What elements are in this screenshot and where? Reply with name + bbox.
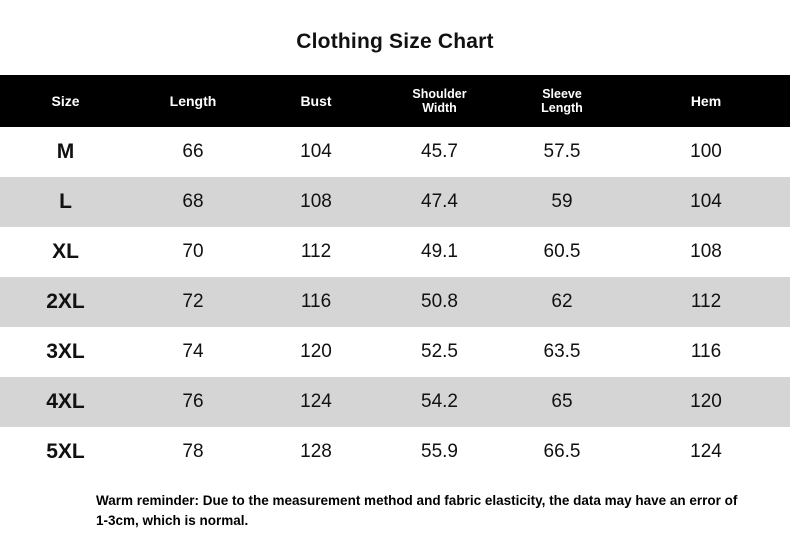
table-row: [0, 227, 790, 277]
cell-length: 74: [131, 327, 255, 377]
cell-sleeve-length: 66.5: [502, 427, 622, 477]
table-row: [0, 327, 790, 377]
table-header: [0, 75, 790, 127]
cell-size: M: [0, 127, 131, 177]
cell-size: 2XL: [0, 277, 131, 327]
table-row: [0, 427, 790, 477]
cell-bust: 108: [255, 177, 377, 227]
cell-length: 72: [131, 277, 255, 327]
cell-hem: 116: [622, 327, 790, 377]
cell-shoulder-width: 45.7: [377, 127, 502, 177]
column-header-sleeve-length-line2: Length: [541, 101, 583, 115]
cell-shoulder-width: 47.4: [377, 177, 502, 227]
cell-shoulder-width: 52.5: [377, 327, 502, 377]
cell-bust: 104: [255, 127, 377, 177]
column-header-size-label: Size: [51, 92, 80, 109]
column-header-sleeve-length-line1: Sleeve: [542, 86, 582, 101]
cell-size: 4XL: [0, 377, 131, 427]
cell-shoulder-width: 55.9: [377, 427, 502, 477]
cell-shoulder-width: 54.2: [377, 377, 502, 427]
column-header-shoulder-width: [377, 75, 502, 127]
cell-length: 68: [131, 177, 255, 227]
column-header-shoulder-width-line1: Shoulder: [412, 86, 467, 101]
table-body: [0, 127, 790, 477]
column-header-length: [131, 75, 255, 127]
cell-sleeve-length: 57.5: [502, 127, 622, 177]
cell-shoulder-width: 49.1: [377, 227, 502, 277]
cell-sleeve-length: 62: [502, 277, 622, 327]
cell-bust: 116: [255, 277, 377, 327]
cell-size: 5XL: [0, 427, 131, 477]
cell-bust: 112: [255, 227, 377, 277]
cell-length: 70: [131, 227, 255, 277]
warm-reminder-note: Warm reminder: Due to the measurement method and fabric elasticity, the data may have an error of 1-3cm, which is normal.: [96, 493, 738, 529]
column-header-bust-label: Bust: [300, 92, 332, 109]
cell-shoulder-width: 50.8: [377, 277, 502, 327]
page-title: Clothing Size Chart: [296, 30, 494, 53]
cell-size: L: [0, 177, 131, 227]
cell-size: 3XL: [0, 327, 131, 377]
table-row: [0, 277, 790, 327]
column-header-hem: [622, 75, 790, 127]
table-row: [0, 177, 790, 227]
cell-hem: 124: [622, 427, 790, 477]
cell-hem: 104: [622, 177, 790, 227]
cell-bust: 120: [255, 327, 377, 377]
column-header-bust: [255, 75, 377, 127]
column-header-length-label: Length: [169, 92, 217, 109]
cell-length: 66: [131, 127, 255, 177]
cell-hem: 112: [622, 277, 790, 327]
column-header-hem-label: Hem: [690, 92, 722, 109]
size-chart-table: [0, 75, 790, 477]
cell-size: XL: [0, 227, 131, 277]
table-row: [0, 127, 790, 177]
column-header-size: [0, 75, 131, 127]
cell-length: 78: [131, 427, 255, 477]
cell-sleeve-length: 63.5: [502, 327, 622, 377]
cell-length: 76: [131, 377, 255, 427]
table-row: [0, 377, 790, 427]
cell-hem: 100: [622, 127, 790, 177]
cell-sleeve-length: 65: [502, 377, 622, 427]
cell-hem: 108: [622, 227, 790, 277]
cell-bust: 124: [255, 377, 377, 427]
column-header-shoulder-width-line2: Width: [422, 101, 457, 115]
column-header-sleeve-length: [502, 75, 622, 127]
cell-hem: 120: [622, 377, 790, 427]
cell-sleeve-length: 60.5: [502, 227, 622, 277]
cell-bust: 128: [255, 427, 377, 477]
cell-sleeve-length: 59: [502, 177, 622, 227]
table-header-row: [0, 75, 790, 127]
